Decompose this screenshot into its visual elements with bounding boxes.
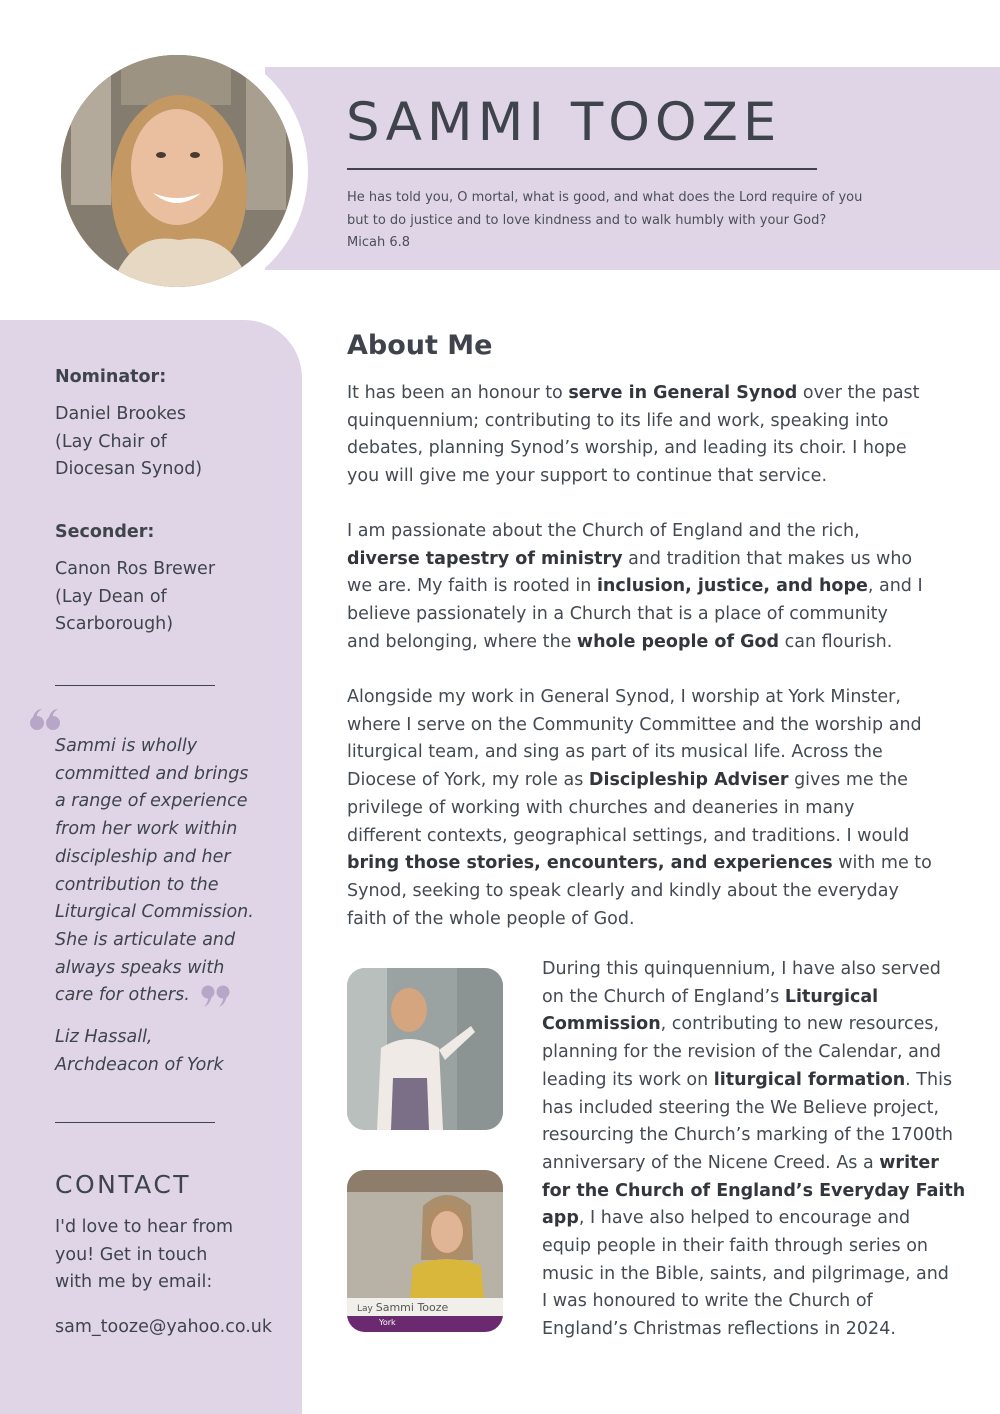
contact-email-link[interactable]: sam_tooze@yahoo.co.uk	[55, 1317, 273, 1337]
candidate-name: SAMMI TOOZE	[346, 92, 782, 153]
quote-line: Sammi is wholly	[55, 736, 198, 756]
bold-phrase: diverse tapestry of ministry	[347, 548, 623, 569]
paragraph-line	[347, 850, 932, 878]
quote-line: always speaks with	[55, 957, 225, 978]
paragraph-line	[542, 1095, 965, 1123]
seconder-heading: Seconder:	[55, 522, 155, 542]
paragraph-line	[347, 823, 932, 851]
endorsement-quote	[55, 733, 295, 1079]
portrait-photo	[61, 55, 293, 287]
text-run: planning for the revision of the Calendar, and	[542, 1042, 941, 1063]
text-run: quinquennium; contributing to its life and work, speaking into	[347, 410, 889, 431]
divider	[55, 685, 215, 686]
paragraph-line	[542, 1067, 965, 1095]
paragraph-line	[347, 601, 923, 629]
bold-phrase: Liturgical	[784, 986, 879, 1007]
nominator-heading: Nominator:	[55, 367, 167, 387]
paragraph-line	[542, 1039, 965, 1067]
paragraph-2	[347, 518, 923, 657]
paragraph-line	[347, 878, 932, 906]
text-run: Alongside my work in General Synod, I worship at York Minster,	[347, 687, 901, 707]
paragraph-line	[347, 684, 932, 712]
quote-author-title: Archdeacon of York	[55, 1054, 224, 1075]
bold-phrase: for the Church of England’s Everyday Faith	[542, 1180, 966, 1201]
text-run: over the past	[797, 383, 920, 403]
verse-line: but to do justice and to love kindness and to walk humbly with your God?	[347, 212, 827, 228]
divider	[55, 1122, 215, 1123]
nominator-details	[55, 401, 202, 484]
text-run: . This	[905, 1069, 953, 1090]
text-run: I am passionate about the Church of England and the rich,	[347, 521, 860, 541]
text-run: and tradition that makes us who	[622, 548, 913, 569]
quote-line: Liturgical Commission.	[55, 902, 254, 923]
quote-line: care for others.	[55, 985, 190, 1006]
paragraph-line	[347, 518, 923, 546]
bible-verse	[347, 187, 907, 255]
paragraph-line	[542, 1011, 965, 1039]
text-run: anniversary of the Nicene Creed. As a	[542, 1152, 880, 1173]
text-run: debates, planning Synod’s worship, and leading its choir. I hope	[347, 438, 907, 459]
text-run: where I serve on the Community Committee and the worship and	[347, 714, 922, 735]
text-run: privilege of working with churches and deaneries in many	[347, 797, 855, 818]
paragraph-line	[542, 956, 965, 984]
text-run: music in the Bible, saints, and pilgrimage, and	[542, 1263, 949, 1284]
paragraph-line	[542, 1316, 965, 1344]
text-run: we are. My faith is rooted in	[347, 576, 597, 597]
synod-photo	[347, 1170, 503, 1332]
quote-line: She is articulate and	[55, 929, 236, 950]
text-run: liturgical team, and sing as part of its musical life. Across the	[347, 742, 883, 763]
bold-phrase: whole people of God	[576, 631, 780, 652]
paragraph-line	[347, 573, 923, 601]
caption-name: Sammi Tooze	[375, 1301, 449, 1314]
quote-author: Liz Hassall,	[55, 1027, 153, 1048]
nominator-line: Daniel Brookes	[55, 404, 186, 424]
paragraph-line	[347, 767, 932, 795]
paragraph-line	[542, 1261, 965, 1289]
bold-phrase: bring those stories, encounters, and experiences	[347, 853, 833, 874]
quote-line: contribution to the	[55, 874, 219, 895]
paragraph-line	[347, 380, 920, 408]
seconder-line: Scarborough)	[55, 614, 174, 634]
contact-heading: CONTACT	[55, 1170, 192, 1199]
seconder-line: Canon Ros Brewer	[55, 559, 216, 579]
contact-line: I'd love to hear from	[55, 1217, 234, 1237]
text-run: resourcing the Church’s marking of the 1700th	[542, 1125, 953, 1146]
seconder-line: (Lay Dean of	[55, 586, 167, 607]
paragraph-line	[347, 712, 932, 740]
paragraph-line	[542, 1122, 965, 1150]
text-run: During this quinquennium, I have also served	[542, 959, 941, 979]
open-quote-icon	[28, 705, 64, 735]
text-run: , contributing to new resources,	[660, 1014, 940, 1035]
text-run: I was honoured to write the Church of	[542, 1291, 873, 1312]
paragraph-line	[347, 546, 923, 574]
text-run: and belonging, where the	[347, 631, 577, 652]
text-run: gives me the	[788, 770, 908, 791]
bold-phrase: Discipleship Adviser	[588, 770, 789, 791]
caption-place: York	[379, 1318, 396, 1327]
text-run: , I have also helped to encourage and	[578, 1208, 911, 1229]
paragraph-3	[347, 684, 932, 933]
about-heading: About Me	[347, 330, 493, 361]
bold-phrase: inclusion, justice, and hope	[596, 576, 868, 597]
name-underline	[347, 168, 817, 170]
text-run: you will give me your support to continue that service.	[347, 466, 828, 487]
text-run: can flourish.	[779, 631, 893, 652]
bold-phrase: liturgical formation	[713, 1069, 906, 1090]
text-run: , and I	[867, 576, 923, 597]
text-run: It has been an honour to	[347, 383, 569, 403]
quote-line: a range of experience	[55, 791, 248, 812]
seconder-details	[55, 556, 215, 639]
paragraph-1	[347, 380, 920, 491]
paragraph-line	[347, 629, 923, 657]
paragraph-4	[542, 956, 965, 1344]
close-quote-icon	[200, 982, 232, 1010]
paragraph-line	[542, 984, 965, 1012]
paragraph-line	[542, 1150, 965, 1178]
nominator-line: Diocesan Synod)	[55, 459, 203, 479]
text-run: Synod, seeking to speak clearly and kindly about the everyday	[347, 880, 899, 901]
contact-line: with me by email:	[55, 1272, 213, 1292]
quote-line: committed and brings	[55, 763, 249, 784]
paragraph-line	[542, 1233, 965, 1261]
nominator-line: (Lay Chair of	[55, 431, 167, 452]
paragraph-line	[542, 1178, 965, 1206]
paragraph-line	[347, 795, 932, 823]
paragraph-line	[542, 1205, 965, 1233]
text-run: equip people in their faith through series on	[542, 1236, 929, 1257]
text-run: different contexts, geographical settings, and traditions. I would	[347, 825, 910, 846]
quote-line: from her work within	[55, 819, 238, 840]
bold-phrase: serve in General Synod	[568, 383, 798, 403]
text-run: faith of the whole people of God.	[347, 908, 635, 929]
paragraph-line	[542, 1288, 965, 1316]
text-run: England’s Christmas reflections in 2024.	[542, 1319, 896, 1340]
speaking-photo	[347, 968, 503, 1130]
text-run: leading its work on	[542, 1069, 714, 1090]
quote-line: discipleship and her	[55, 846, 231, 867]
paragraph-line	[347, 435, 920, 463]
text-run: with me to	[832, 853, 932, 874]
contact-text	[55, 1214, 233, 1297]
paragraph-line	[347, 463, 920, 491]
text-run: Diocese of York, my role as	[347, 770, 589, 791]
text-run: has included steering the We Believe project,	[542, 1097, 940, 1118]
paragraph-line	[347, 739, 932, 767]
verse-reference: Micah 6.8	[347, 235, 410, 250]
bold-phrase: Commission	[542, 1014, 661, 1035]
paragraph-line	[347, 408, 920, 436]
paragraph-line	[347, 906, 932, 934]
bold-phrase: writer	[879, 1152, 939, 1173]
text-run: on the Church of England’s	[542, 986, 785, 1007]
text-run: believe passionately in a Church that is a place of community	[347, 604, 888, 625]
verse-line: He has told you, O mortal, what is good, and what does the Lord require of you	[347, 190, 863, 205]
contact-line: you! Get in touch	[55, 1244, 208, 1265]
bold-phrase: app	[542, 1208, 579, 1229]
caption-role: Lay	[357, 1304, 373, 1314]
